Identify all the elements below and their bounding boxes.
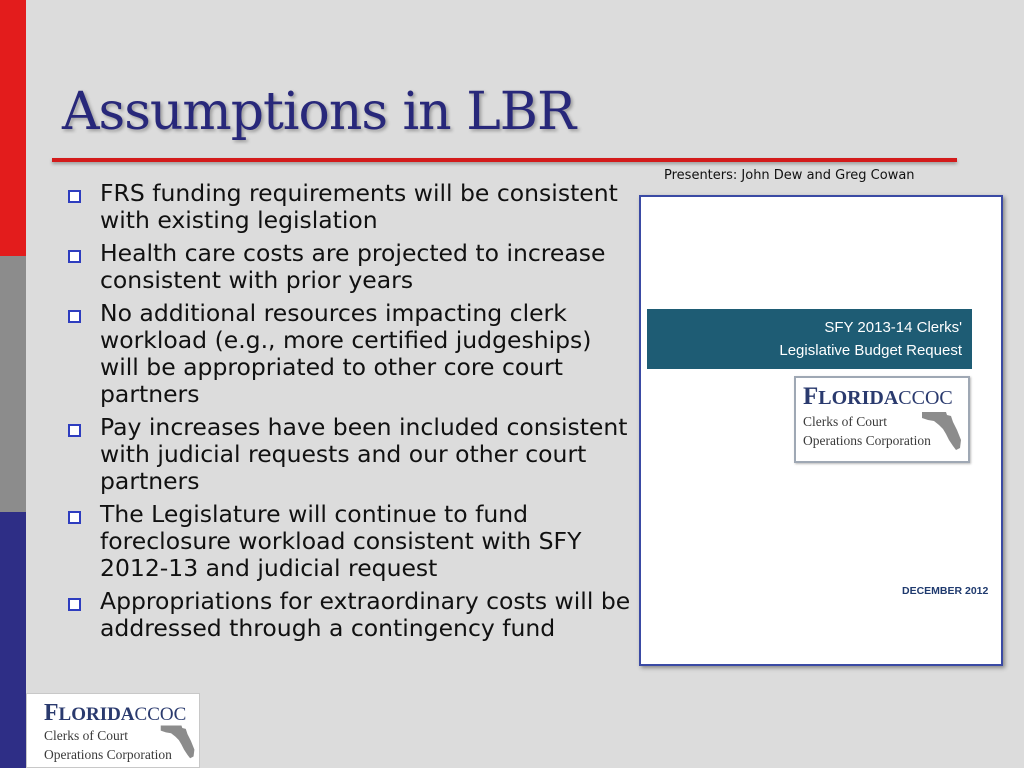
hollow-square-bullet-icon (68, 250, 81, 263)
bullet-item (62, 414, 634, 495)
side-bar-red (0, 0, 26, 256)
logo-wordmark: FLORIDACCOC (803, 383, 953, 410)
bullet-text: Pay increases have been included consistent with judicial requests and our other court partners (100, 413, 628, 495)
slide-title: Assumptions in LBR (62, 82, 576, 142)
bullet-item (62, 180, 634, 234)
bullet-text: Appropriations for extraordinary costs will be addressed through a contingency fund (100, 587, 631, 642)
florida-map-icon (920, 408, 964, 452)
bullet-item (62, 240, 634, 294)
report-cover-banner (647, 309, 972, 369)
hollow-square-bullet-icon (68, 190, 81, 203)
hollow-square-bullet-icon (68, 598, 81, 611)
assumptions-list (62, 180, 634, 648)
logo-line-2: Operations Corporation (44, 747, 172, 762)
corner-logo (26, 693, 200, 768)
bullet-text: Health care costs are projected to increase consistent with prior years (100, 239, 606, 294)
hollow-square-bullet-icon (68, 511, 81, 524)
banner-line-2: Legislative Budget Request (779, 342, 962, 359)
title-underline (52, 158, 957, 162)
bullet-text: No additional resources impacting clerk workload (e.g., more certified judgeships) will be appropriated to other core court partners (100, 299, 592, 408)
bullet-text: The Legislature will continue to fund foreclosure workload consistent with SFY 2012-13 and judicial request (100, 500, 582, 582)
banner-line-1: SFY 2013-14 Clerks' (824, 319, 962, 336)
side-bar-gray (0, 256, 26, 512)
report-cover-logo (794, 376, 970, 463)
bullet-text: FRS funding requirements will be consistent with existing legislation (100, 179, 618, 234)
logo-line-1: Clerks of Court (803, 414, 887, 429)
bullet-item (62, 501, 634, 582)
report-cover-date: DECEMBER 2012 (902, 585, 989, 597)
report-cover-image (639, 195, 1003, 666)
bullet-item (62, 588, 634, 642)
presenters-caption: Presenters: John Dew and Greg Cowan (664, 168, 915, 183)
bullet-item (62, 300, 634, 408)
hollow-square-bullet-icon (68, 424, 81, 437)
logo-line-2: Operations Corporation (803, 433, 931, 448)
logo-line-1: Clerks of Court (44, 728, 128, 743)
hollow-square-bullet-icon (68, 310, 81, 323)
logo-wordmark: FLORIDACCOC (44, 700, 187, 726)
florida-map-icon (159, 722, 197, 760)
side-bar-blue (0, 512, 26, 768)
